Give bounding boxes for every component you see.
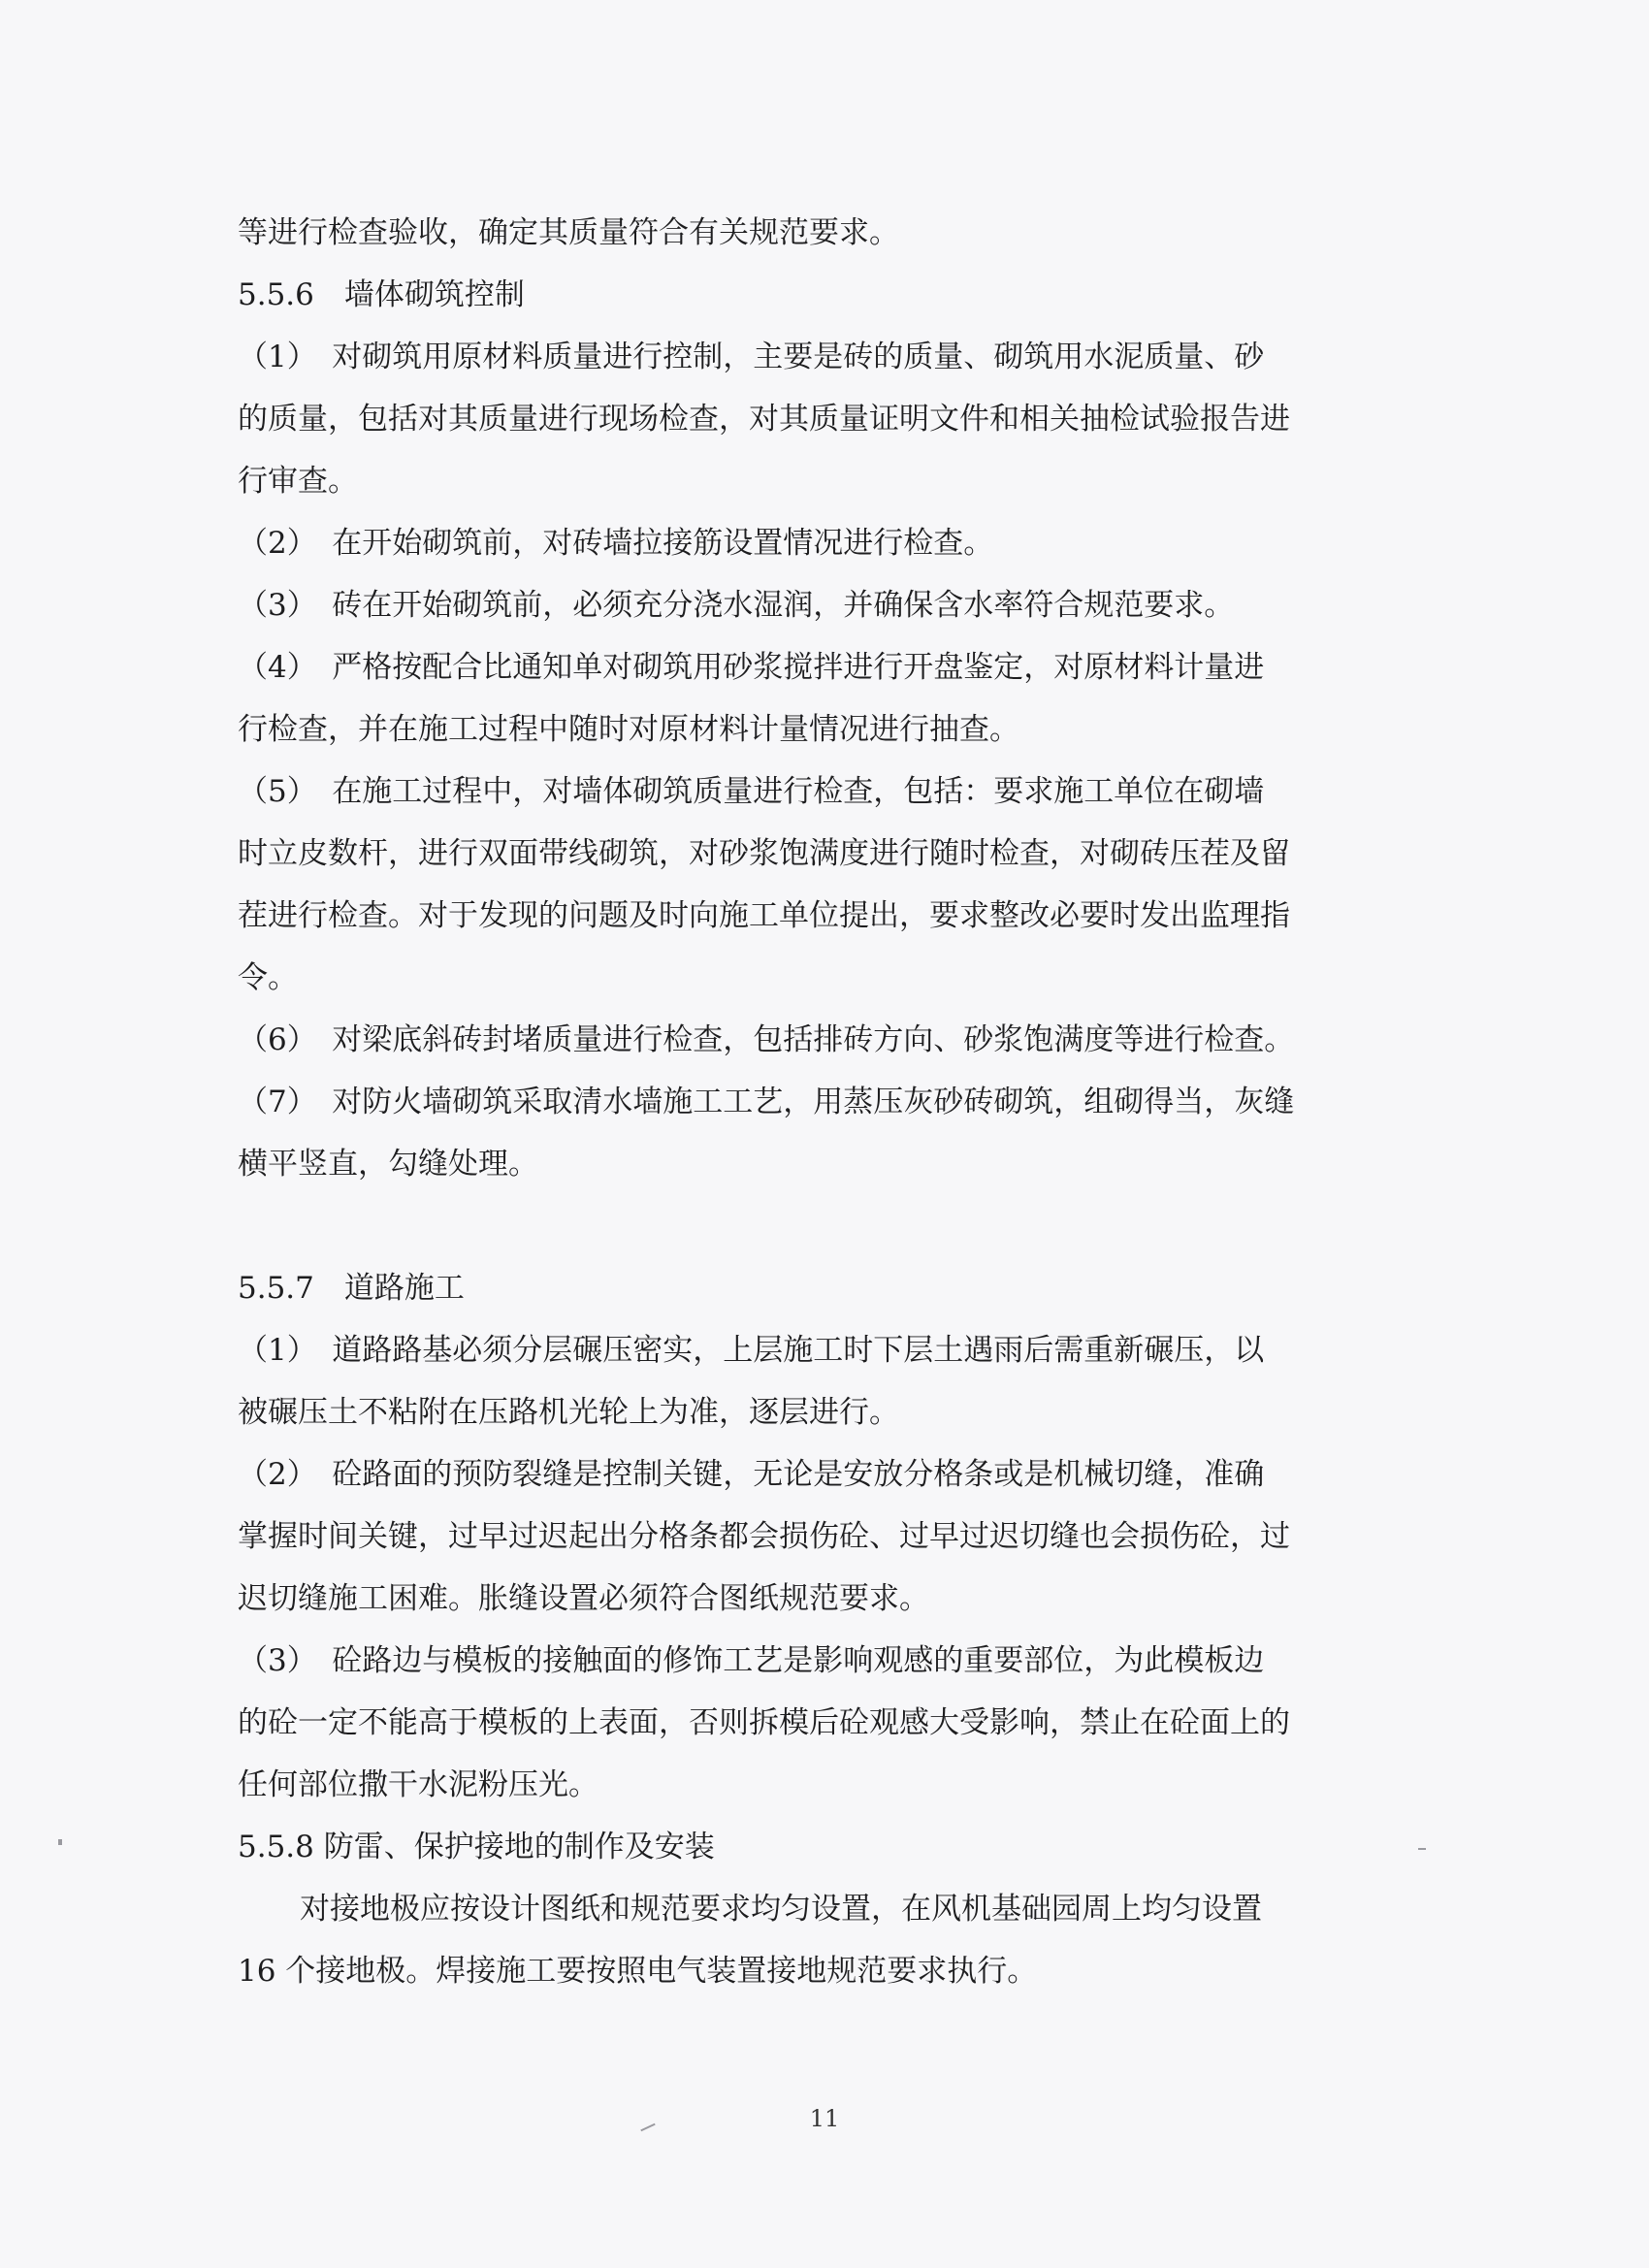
text-line: （1） 道路路基必须分层碾压密实，上层施工时下层土遇雨后需重新碾压，以 [238, 1333, 1265, 1368]
text-line: 茬进行检查。对于发现的问题及时向施工单位提出，要求整改必要时发出监理指 [238, 898, 1290, 933]
section-heading-5-5-6: 5.5.6 墙体砌筑控制 [238, 277, 525, 312]
text-line: 任何部位撒干水泥粉压光。 [238, 1767, 598, 1802]
scan-speck [1418, 1848, 1426, 1850]
text-line: 的质量，包括对其质量进行现场检查，对其质量证明文件和相关抽检试验报告进 [238, 402, 1290, 437]
text-line: 的砼一定不能高于模板的上表面，否则拆模后砼观感大受影响，禁止在砼面上的 [238, 1705, 1290, 1740]
text-line: （7） 对防火墙砌筑采取清水墙施工工艺，用蒸压灰砂砖砌筑，组砌得当，灰缝 [238, 1085, 1295, 1119]
text-line: 行检查，并在施工过程中随时对原材料计量情况进行抽查。 [238, 712, 1019, 747]
page-number: 11 [809, 2105, 840, 2132]
section-heading-5-5-7: 5.5.7 道路施工 [238, 1271, 465, 1306]
text-line: 行审查。 [238, 464, 358, 499]
scan-speck [58, 1839, 62, 1845]
text-line: （4） 严格按配合比通知单对砌筑用砂浆搅拌进行开盘鉴定，对原材料计量进 [238, 650, 1265, 685]
section-heading-5-5-8: 5.5.8 防雷、保护接地的制作及安装 [238, 1830, 715, 1864]
text-line: 令。 [238, 960, 298, 995]
text-line: （6） 对梁底斜砖封堵质量进行检查，包括排砖方向、砂浆饱满度等进行检查。 [238, 1022, 1295, 1057]
text-line: 时立皮数杆，进行双面带线砌筑，对砂浆饱满度进行随时检查，对砌砖压茬及留 [238, 836, 1290, 871]
document-body [238, 202, 1363, 2002]
text-line: （5） 在施工过程中，对墙体砌筑质量进行检查，包括：要求施工单位在砌墙 [238, 774, 1265, 809]
text-line: （3） 砼路边与模板的接触面的修饰工艺是影响观感的重要部位，为此模板边 [238, 1643, 1265, 1678]
text-line: 16 个接地极。焊接施工要按照电气装置接地规范要求执行。 [238, 1954, 1038, 1989]
text-line: （2） 砼路面的预防裂缝是控制关键，无论是安放分格条或是机械切缝，准确 [238, 1457, 1265, 1492]
text-line: （3） 砖在开始砌筑前，必须充分浇水湿润，并确保含水率符合规范要求。 [238, 588, 1235, 623]
text-line: （2） 在开始砌筑前，对砖墙拉接筋设置情况进行检查。 [238, 526, 994, 561]
text-line: 掌握时间关键，过早过迟起出分格条都会损伤砼、过早过迟切缝也会损伤砼，过 [238, 1519, 1290, 1554]
blank-line [238, 1195, 1363, 1257]
text-line: 对接地极应按设计图纸和规范要求均匀设置，在风机基础园周上均匀设置 [300, 1892, 1262, 1927]
text-line: 等进行检查验收，确定其质量符合有关规范要求。 [238, 215, 899, 250]
text-line: 被碾压土不粘附在压路机光轮上为准，逐层进行。 [238, 1395, 899, 1430]
text-line: （1） 对砌筑用原材料质量进行控制，主要是砖的质量、砌筑用水泥质量、砂 [238, 340, 1265, 374]
text-line: 迟切缝施工困难。胀缝设置必须符合图纸规范要求。 [238, 1581, 929, 1616]
text-line: 横平竖直，勾缝处理。 [238, 1147, 538, 1182]
